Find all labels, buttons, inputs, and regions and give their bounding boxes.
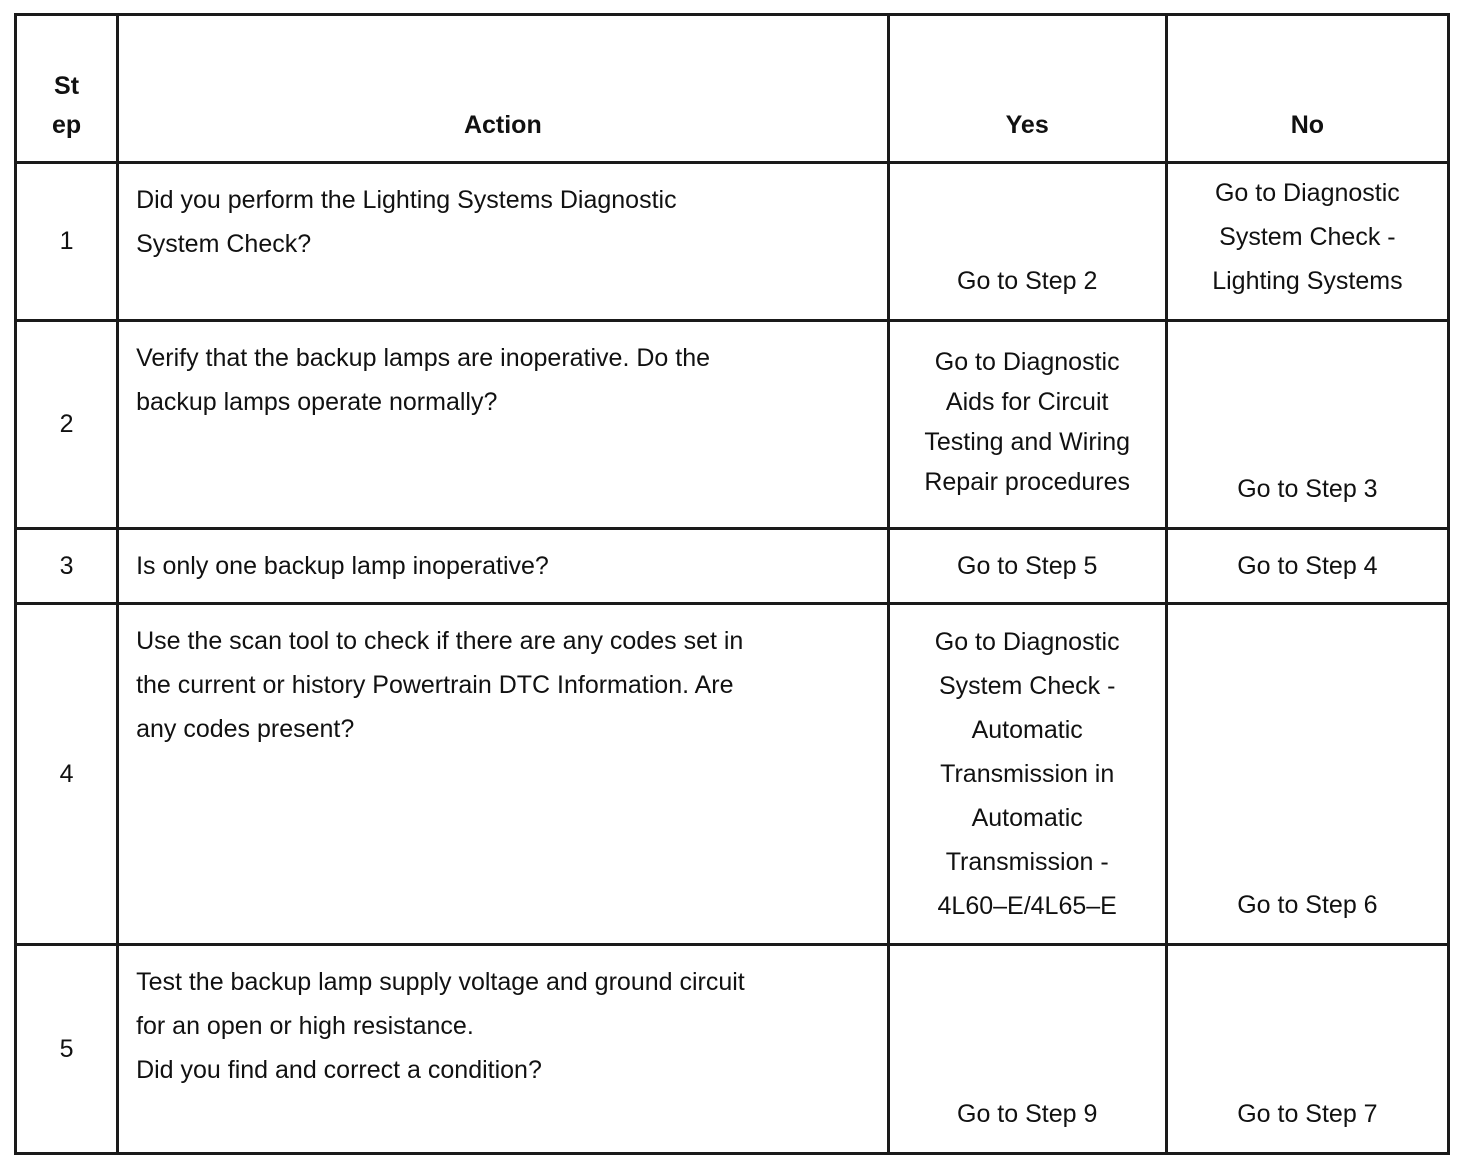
no-result: Go to Diagnostic System Check - Lighting Systems	[1166, 163, 1448, 321]
diagnostic-table	[14, 13, 1450, 1155]
header-step: St ep	[16, 15, 118, 163]
yes-result: Go to Step 9	[888, 945, 1166, 1154]
table-row	[16, 945, 1449, 1154]
yes-result: Go to Step 2	[888, 163, 1166, 321]
table-row	[16, 163, 1449, 321]
action-text: Verify that the backup lamps are inoperative. Do the backup lamps operate normally?	[118, 321, 889, 529]
no-result: Go to Step 7	[1166, 945, 1448, 1154]
action-text: Use the scan tool to check if there are any codes set in the current or history Powertrain DTC Information. Are any codes present?	[118, 604, 889, 945]
no-result: Go to Step 3	[1166, 321, 1448, 529]
table-row	[16, 529, 1449, 604]
action-text: Test the backup lamp supply voltage and ground circuit for an open or high resistance. Did you find and correct a condition?	[118, 945, 889, 1154]
header-yes: Yes	[888, 15, 1166, 163]
step-number: 1	[16, 163, 118, 321]
header-no: No	[1166, 15, 1448, 163]
table-header-row	[16, 15, 1449, 163]
table-row	[16, 604, 1449, 945]
step-number: 4	[16, 604, 118, 945]
action-text: Did you perform the Lighting Systems Diagnostic System Check?	[118, 163, 889, 321]
yes-result: Go to Step 5	[888, 529, 1166, 604]
step-number: 2	[16, 321, 118, 529]
no-result: Go to Step 6	[1166, 604, 1448, 945]
yes-result: Go to Diagnostic System Check - Automatic Transmission in Automatic Transmission - 4L60–E/4L65–E	[888, 604, 1166, 945]
yes-result: Go to Diagnostic Aids for Circuit Testing and Wiring Repair procedures	[888, 321, 1166, 529]
step-number: 3	[16, 529, 118, 604]
header-action: Action	[118, 15, 889, 163]
table-row	[16, 321, 1449, 529]
no-result: Go to Step 4	[1166, 529, 1448, 604]
step-number: 5	[16, 945, 118, 1154]
action-text: Is only one backup lamp inoperative?	[118, 529, 889, 604]
